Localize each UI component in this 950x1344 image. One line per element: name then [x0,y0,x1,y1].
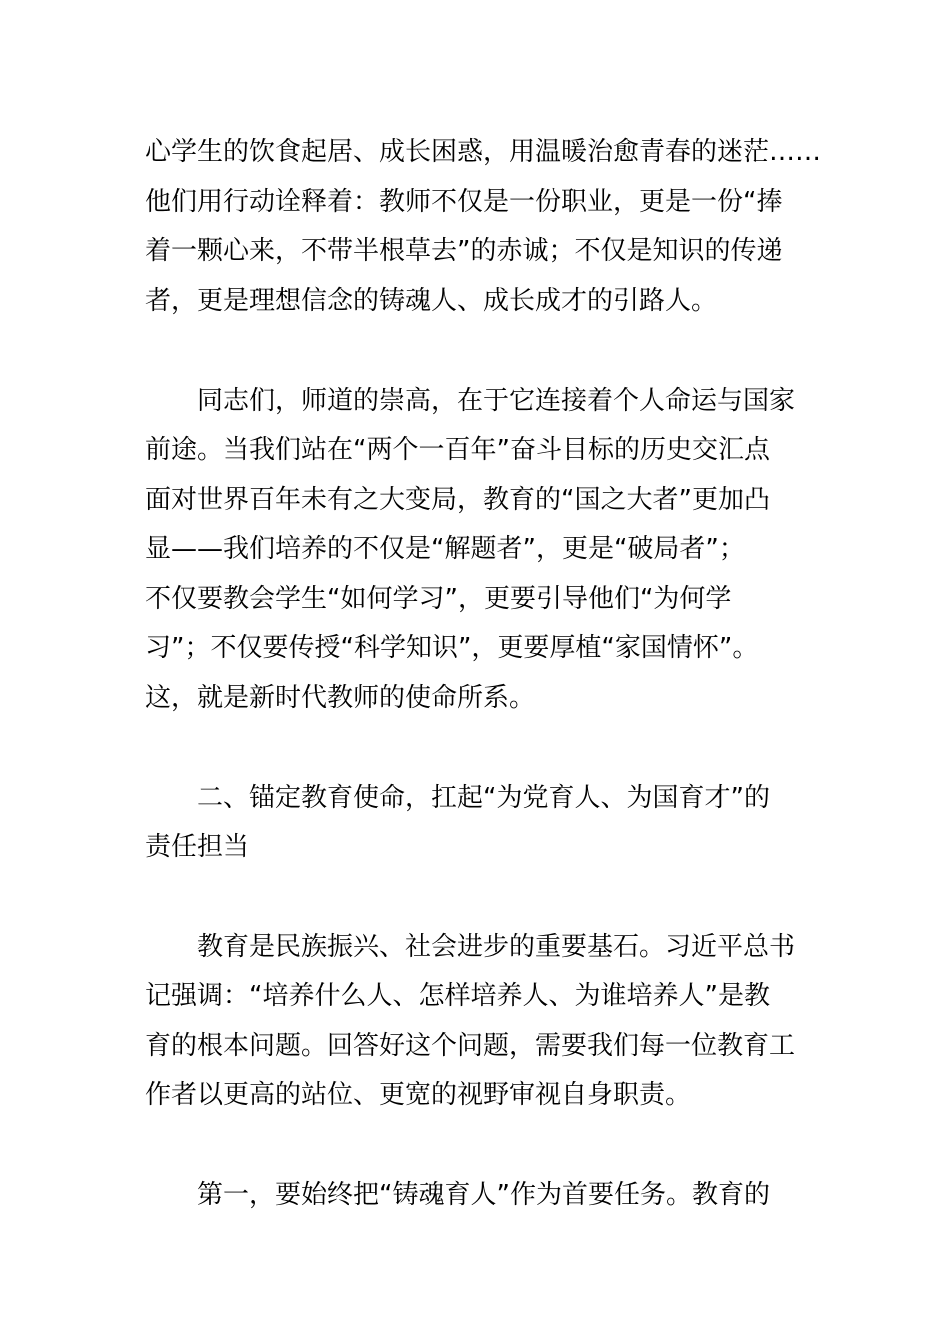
paragraph-1-line-2: 他们用行动诠释着：教师不仅是一份职业，更是一份“捧 [145,187,783,217]
paragraph-5-line-1: 第一，要始终把“铸魂育人”作为首要任务。教育的 [197,1180,770,1210]
paragraph-2-line-7: 这，就是新时代教师的使命所系。 [145,683,536,713]
paragraph-4-line-2: 记强调：“培养什么人、怎样培养人、为谁培养人”是教 [145,981,770,1011]
paragraph-2-line-3: 面对世界百年未有之大变局，教育的“国之大者”更加凸 [145,485,770,515]
paragraph-4-line-3: 育的根本问题。回答好这个问题，需要我们每一位教育工 [145,1031,796,1061]
paragraph-2-line-6: 习”；不仅要传授“科学知识”，更要厚植“家国情怀”。 [145,633,759,663]
section-heading-line-2: 责任担当 [145,832,250,862]
paragraph-2-line-1: 同志们，师道的崇高，在于它连接着个人命运与国家 [197,386,796,416]
paragraph-1-line-4: 者，更是理想信念的铸魂人、成长成才的引路人。 [145,286,718,316]
paragraph-2-line-2: 前途。当我们站在“两个一百年”奋斗目标的历史交汇点 [145,435,770,465]
paragraph-1-line-1: 心学生的饮食起居、成长困惑，用温暖治愈青春的迷茫…… [145,137,822,167]
paragraph-4-line-4: 作者以更高的站位、更宽的视野审视自身职责。 [145,1080,692,1110]
section-heading-line-1: 二、锚定教育使命，扛起“为党育人、为国育才”的 [197,783,770,813]
paragraph-2-line-5: 不仅要教会学生“如何学习”，更要引导他们“为何学 [145,584,732,614]
paragraph-1-line-3: 着一颗心来，不带半根草去”的赤诚；不仅是知识的传递 [145,236,783,266]
paragraph-2-line-4: 显——我们培养的不仅是“解题者”，更是“破局者”； [145,534,745,564]
paragraph-4-line-1: 教育是民族振兴、社会进步的重要基石。习近平总书 [197,932,796,962]
